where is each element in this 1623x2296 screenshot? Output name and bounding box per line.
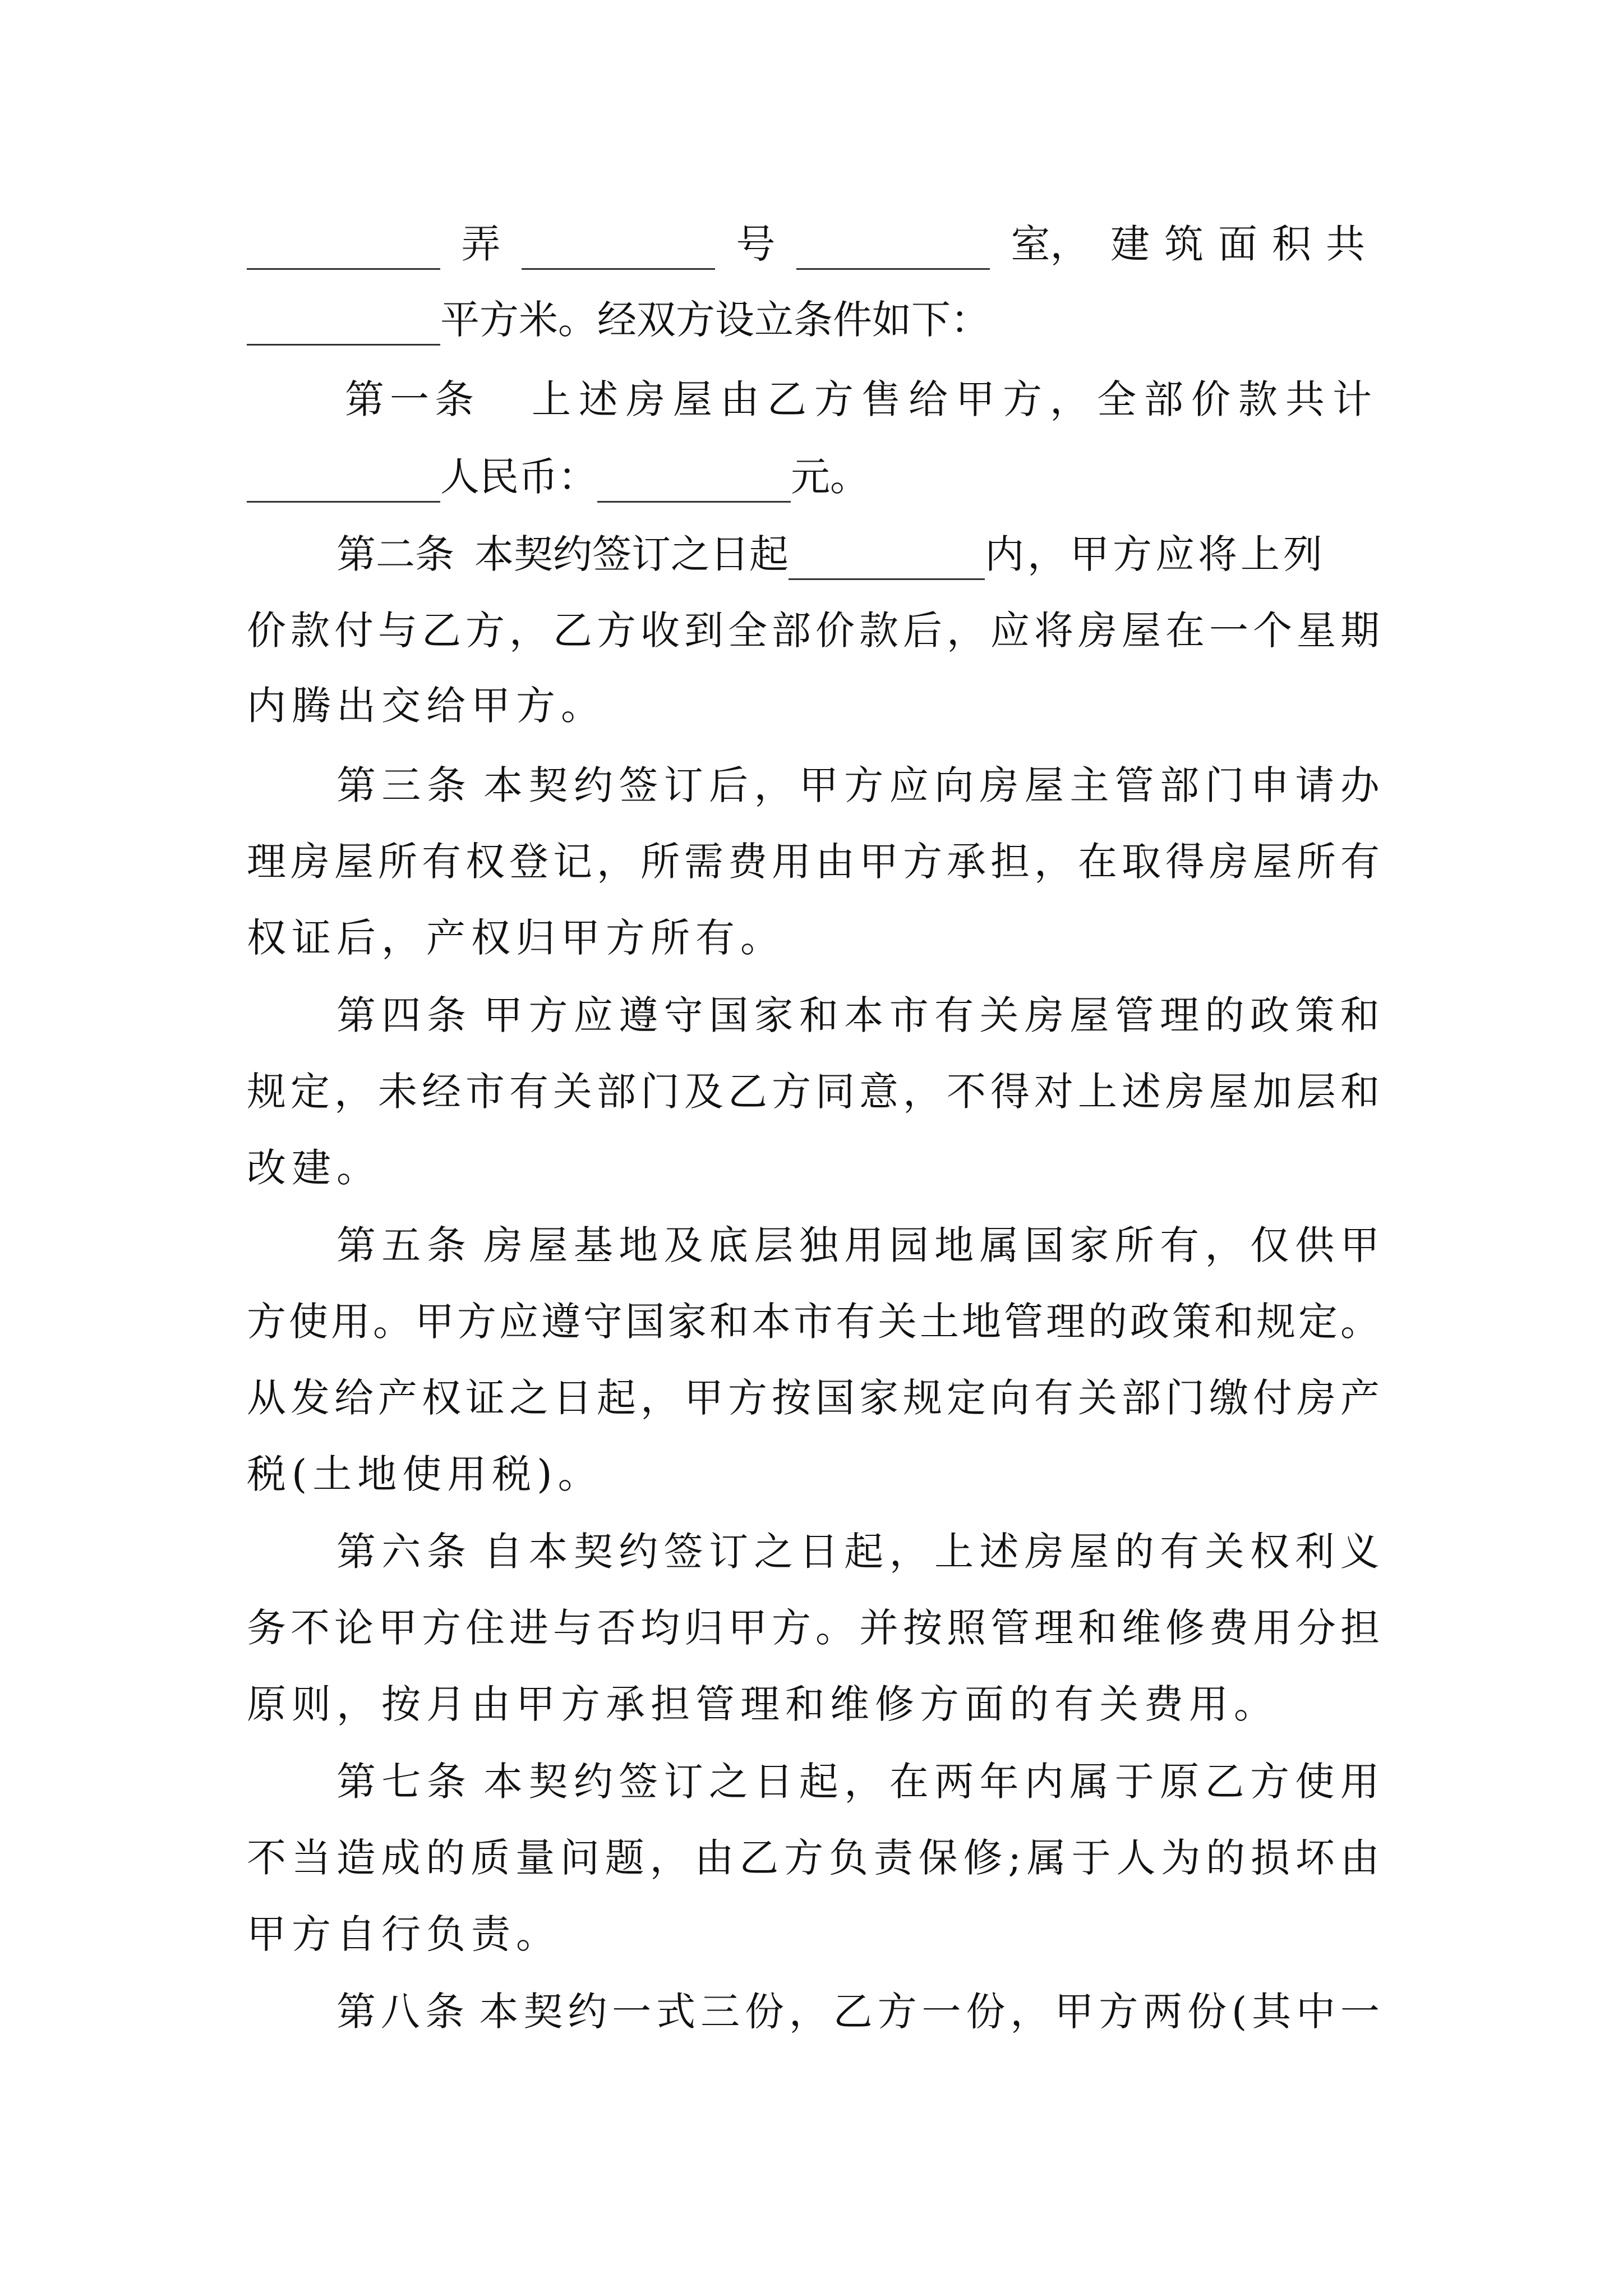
article-6-line-2: 务 不 论 甲 方 住 进 与 否 均 归 甲 方 。 并 按 照 管 理 和 维 修 费 用 分 担 <box>247 1605 1380 1651</box>
blank-field[interactable] <box>247 462 440 503</box>
article-2-text-b: 内，甲方应将上列 <box>985 531 1326 577</box>
area-line <box>247 286 1380 353</box>
article-5-line-2: 方 使 用 。 甲 方 应 遵 守 国 家 和 本 市 有 关 土 地 管 理 的 政 策 和 规 定 。 <box>247 1299 1380 1345</box>
article-8-line-1: 第 八 条 本 契 约 一 式 三 份 ， 乙 方 一 份 ， 甲 方 两 份 ( 其 中 一 <box>336 1989 1380 2035</box>
article-7-line-1: 第 七 条 本 契 约 签 订 之 日 起 ， 在 两 年 内 属 于 原 乙 方 使 用 <box>336 1759 1380 1805</box>
room-label: 室， <box>1011 221 1090 267</box>
article-7-line-3: 甲方自行负责。 <box>247 1911 561 1957</box>
address-line <box>247 210 1380 278</box>
article-6-line-3: 原则，按月由甲方承担管理和维修方面的有关费用。 <box>247 1681 1279 1727</box>
article-5-line-1: 第 五 条 房 屋 基 地 及 底 层 独 用 园 地 属 国 家 所 有 ， 仅 供 甲 <box>336 1222 1380 1268</box>
article-4-line-3: 改建。 <box>247 1145 381 1191</box>
blank-field[interactable] <box>796 229 990 270</box>
article-1-text: 上述房屋由乙方售给甲方，全部价款共计 <box>532 376 1380 422</box>
article-3-line-2: 理 房 屋 所 有 权 登 记 ， 所 需 费 用 由 甲 方 承 担 ， 在 取 得 房 屋 所 有 <box>247 839 1380 885</box>
article-3-line-3: 权证后，产权归甲方所有。 <box>247 915 785 961</box>
article-4-line-1: 第 四 条 甲 方 应 遵 守 国 家 和 本 市 有 关 房 屋 管 理 的 政 策 和 <box>336 992 1380 1038</box>
article-6-line-1: 第 六 条 自 本 契 约 签 订 之 日 起 ， 上 述 房 屋 的 有 关 权 利 义 <box>336 1529 1380 1575</box>
article-2-title: 第二条 <box>336 531 454 577</box>
rmb-label: 人民币： <box>440 454 597 500</box>
number-label: 号 <box>736 221 776 267</box>
article-2-line-3: 内腾出交给甲方。 <box>247 683 606 729</box>
blank-field[interactable] <box>247 229 440 270</box>
lane-label: 弄 <box>461 221 501 267</box>
article-1-line-1 <box>247 366 1380 433</box>
article-5-line-4: 税(土地使用税)。 <box>247 1451 603 1497</box>
blank-field[interactable] <box>522 229 715 270</box>
article-2-text-a: 本契约签订之日起 <box>474 531 789 577</box>
article-2-line-2: 价 款 付 与 乙 方 ， 乙 方 收 到 全 部 价 款 后 ， 应 将 房 屋 在 一 个 星 期 <box>247 608 1380 654</box>
article-3-line-1: 第 三 条 本 契 约 签 订 后 ， 甲 方 应 向 房 屋 主 管 部 门 申 请 办 <box>336 762 1380 808</box>
blank-field[interactable] <box>247 305 440 346</box>
article-7-line-2: 不 当 造 成 的 质 量 问 题 ， 由 乙 方 负 责 保 修 ; 属 于 人 为 的 损 坏 由 <box>247 1835 1380 1881</box>
article-4-line-2: 规 定 ， 未 经 市 有 关 部 门 及 乙 方 同 意 ， 不 得 对 上 述 房 屋 加 层 和 <box>247 1069 1380 1115</box>
area-unit-text: 平方米。经双方设立条件如下： <box>440 297 990 343</box>
area-label: 建筑面积共 <box>1110 221 1380 267</box>
blank-field[interactable] <box>597 462 791 503</box>
article-1-line-2 <box>247 443 1380 510</box>
article-2-line-1 <box>247 521 1380 588</box>
article-5-line-3: 从 发 给 产 权 证 之 日 起 ， 甲 方 按 国 家 规 定 向 有 关 部 门 缴 付 房 产 <box>247 1375 1380 1421</box>
yuan-label: 元。 <box>791 454 869 500</box>
article-1-title: 第一条 <box>345 376 479 422</box>
blank-field[interactable] <box>789 539 985 580</box>
